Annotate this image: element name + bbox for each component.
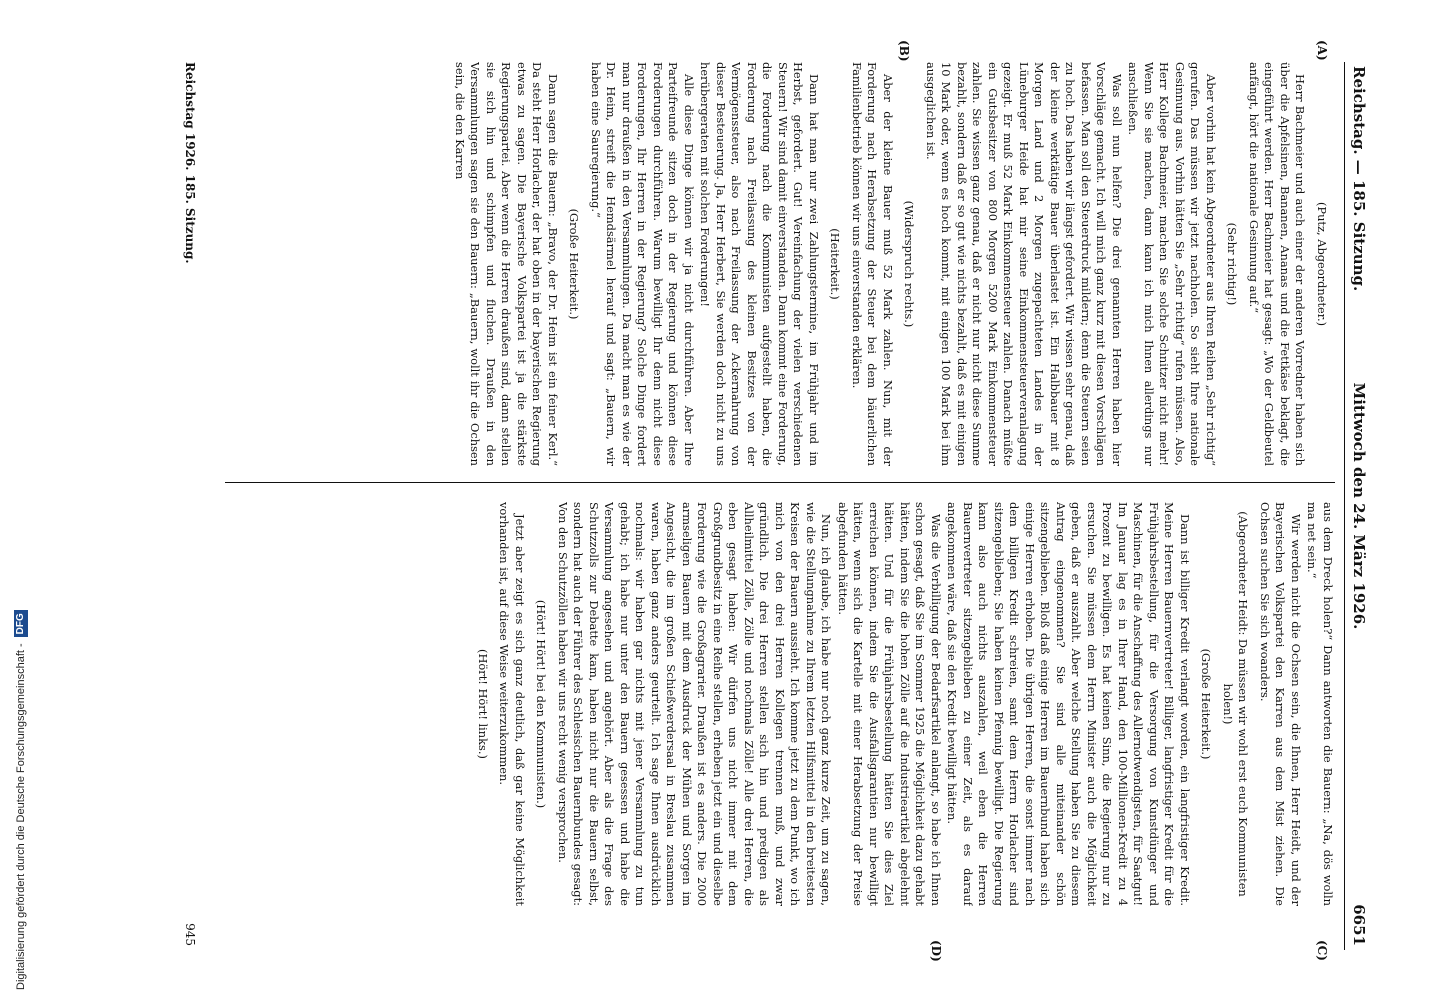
interjection: (Heiterkeit.) (828, 228, 843, 300)
interjection: (Große Heiterkeit.) (1199, 648, 1214, 760)
margin-marker-d: (D) (929, 940, 943, 962)
paragraph: Herr Bachmeier und auch einer der anderen Vorredner haben sich über die Apfelsinen, Bananen, Ananas und die Fettkäse beklagt, die eingeführt werden. Herr Bachmeier hat gesagt: „Wo der Geldbeutel anfängt, hört die nationale Gesinnung auf.“ (1247, 62, 1308, 466)
paragraph: Was soll nun helfen? Die drei genannten Herren haben hier Vorschläge gemacht. Ich will mich ganz kurz mit diesen Vorschlägen befassen. Man soll den Steuerdruck mildern; denn die Steuern seien zu hoch. Das haben wir längst gefordert. Wir wissen sehr genau, daß der kleine werktätige Bauer überlastet ist. Ein Halbbauer mit 8 Morgen Land und 2 Morgen zugepachteten Landes in der Lüneburger Heide hat mir seine Einkommensteuerveranlagung gezeigt. Er muß 52 Mark Einkommensteuer zahlen. Danach müßte ein Gutsbesitzer von 800 Morgen 5200 Mark Einkommensteuer zahlen. Sie wissen ganz genau, daß er nicht nur nicht diese Summe bezahlt, sondern daß er so gut wie nichts bezahlt, daß es mit einigen 10 Mark oder, wenn es hoch kommt, mit einigen 100 Mark bei ihm ausgeglichen ist. (924, 62, 1124, 466)
paragraph: Was die Verbilligung der Bedarfsartikel anlangt, so habe ich Ihnen schon gesagt, daß Sie im Sommer 1925 die Möglichkeit dazu gehabt hätten, indem Sie die hohen Zölle auf die Industrieartikel abgelehnt hätten. Und für die Frühjahrsbestellung hätten Sie dies Ziel erreichen können, indem Sie die Ausfallsgarantien nur bewilligt hätten, wenn sich die Kartelle mit einer Herabsetzung der Preise abgefunden hätten. (836, 502, 943, 906)
paragraph: Dann ist billiger Kredit verlangt worden, ein langfristiger Kredit. Meine Herren Bauernvertreter! Billiger, langfristiger Kredit für die Frühjahrsbestellung, für die Versorgung von Kunstdünger und Maschinen, für die Anschaffung des Allernotwendigsten, für Saatgut! Im Januar lag es in Ihrer Hand, den 100-Millionen-Kredit zu 4 Prozent zu bewilligen. Es hat keinen Sinn, die Regierung nur zu ersuchen. Sie müssen dem Herrn Minister auch die Möglichkeit geben, daß er auszahlt. Aber welche Stellung haben Sie zu diesem Antrag eingenommen? Sie sind alle miteinander schön sitzengeblieben. Bloß daß einige Herren im Bauernbund haben sich einige Herren erhoben. Die übrigen Herren, die sonst immer nach dem billigen Kredit schreien, samt dem Herrn Horlacher sind sitzengeblieben; Sie haben keinen Pfennig bewilligt. Die Regierung kann also auch nichts auszahlen, weil eben die Herren Bauernvertreter sitzengeblieben zu einer Zeit, als es darauf angekommen wäre, daß sie den Kredit bewilligt hätten. (945, 502, 1192, 906)
dfg-logo: DFG (14, 610, 28, 637)
speaker-label: (Putz, Abgeordneter.) (1315, 201, 1329, 327)
header-center: Mittwoch den 24. März 1926. (1350, 382, 1368, 630)
interjection: (Hört! Hört! links.) (476, 649, 490, 759)
right-column (205, 502, 1335, 906)
paragraph: Wir werden nicht die Ochsen sein, die Ihnen, Herr Heidt, und der Bayerischen Volkspartei den Karren aus dem Mist ziehen. Die Ochsen suchen Sie sich woanders. (1258, 502, 1303, 906)
paragraph: Dann hat man nur zwei Zahlungstermine, im Frühjahr und im Herbst, gefordert. Gut! Vereinfachung der vielen verschiedenen Steuern! Wir sind damit einverstanden. Dann kommt eine Forderung, die Forderung nach die Kommunisten aufgestellt haben, die Forderung nach Freilassung des kleinen Besitzes von der Vermögenssteuer, also nach Freilassung der Ackernahrung von dieser Besteuerung. Ja, Herr Herbert, Sie werden doch nicht zu uns herübergeraten mit solchen Forderungen! (698, 62, 821, 466)
column-divider (225, 482, 1335, 483)
interjection: (Große Heiterkeit.) (567, 208, 582, 320)
interjection: (Abgeordneter Heidt: Da müssen wir wohl erst euch Kommunisten holen!) (1221, 511, 1251, 897)
header-left: Reichstag. — 185. Sitzung. (1350, 66, 1368, 292)
rotated-newspaper-page (113, 40, 1373, 962)
footer-left: Reichstag 1926. 185. Sitzung. (183, 62, 197, 264)
paragraph: Alle diese Dinge können wir ja nicht durchführen. Aber Ihre Parteifreunde sitzen doch in der Regierung und können diese Forderungen durchführen. Warum bewilligt Ihr denn nicht diese Forderungen, Ihr Herren in der Regierung? Solche Dinge fordert man nur draußen in den Versammlungen. Da macht man es wie der Dr. Heim, streift die Hemdsärmel herauf und sagt: „Bauern, wir haben eine Sauregierung.“ (589, 62, 696, 466)
paragraph: Aber der kleine Bauer muß 52 Mark zahlen. Nun, mit der Forderung nach Herabsetzung der Steuer bei dem bäuerlichen Familienbetrieb können wir uns einverstanden erklären. (850, 62, 895, 466)
page-number: 6651 (1350, 904, 1368, 946)
paragraph: Aber vorhin hat kein Abgeordneter aus Ihren Reihen „Sehr richtig“ gerufen. Das müssen wir jetzt nachholen. So sieht Ihre nationale Gesinnung aus. Vorhin hätten Sie „Sehr richtig“ rufen müssen. Also, Herr Kollege Bachmeier, machen Sie solche Schnitzer nicht mehr! Wenn Sie sie machen, dann kann ich mich Ihnen allerdings nur anschließen. (1126, 62, 1218, 466)
paragraph: Jetzt aber zeigt es sich ganz deutlich, daß gar keine Möglichkeit vorhanden ist, auf diese Weise weiterzukommen. (497, 502, 527, 906)
page-header (1344, 62, 1373, 950)
margin-marker-c: (C) (1315, 940, 1329, 961)
digitization-caption (14, 610, 28, 990)
paragraph: Dann sagen die Bauern: „Bravo, der Dr. Heim ist ein feiner Kerl.“ Da steht Herr Horlacher, der hat oben in der bayerischen Regierung etwas zu sagen. Die Bayerische Volkspartei ist ja die stärkste Regierungspartei. Aber wenn die Herren draußen sind, dann stellen sie sich hin und schimpfen und fluchen. Draußen in den Versammlungen sagen sie den Bauern: „Bauern, wollt ihr die Ochsen sein, die den Karren (453, 62, 560, 466)
interjection: (Hört! Hört! bei den Kommunisten.) (534, 599, 549, 809)
left-column (205, 62, 1335, 466)
interjection: (Sehr richtig!) (1225, 222, 1240, 306)
margin-marker-a: (A) (1315, 40, 1329, 61)
digitization-caption-text: Digitalisierung gefördert durch die Deutsche Forschungsgemeinschaft - (15, 643, 27, 990)
paragraph: aus dem Dreck holen?“ Dann antworten die Bauern: „Na, dös wolln ma net sein.“ (1305, 502, 1335, 906)
footer-page-number: 945 (183, 923, 197, 946)
interjection: (Widerspruch rechts.) (902, 200, 917, 328)
margin-marker-b: (B) (897, 40, 911, 62)
paragraph: Nun, ich glaube, ich habe nur noch ganz kurze Zeit, um zu sagen, wie die Stellungnahme zu Ihrem letzten Hilfsmittel in den breitesten Kreisen der Bauern aussieht. Ich komme jetzt zu dem Punkt, wo ich mich von den drei Herren Kollegen trennen muß, und zwar gründlich. Die drei Herren stellen sich hin und predigen als Allheilmittel Zölle, Zölle und nochmals Zölle! Alle drei Herren, die eben gesagt haben: Wir dürfen uns nicht immer mit dem Großgrundbesitz in eine Reihe stellen, erheben jetzt ein und dieselbe Forderung wie die Großagrarier. Draußen ist es anders. Die 2000 armseligen Bauern mit dem Ausdruck der Mühen und Sorgen im Angesicht, die im großen Schießwerdersaal in Breslau zusammen waren, haben ganz anders geurteilt. Ich sage Ihnen ausdrücklich nochmals: wir haben gar nichts mit jener Versammlung zu tun gehabt; ich habe nur unter den Bauern gesessen und habe die Versammlung angesehen und angehört. Aber als die Frage des Schutzzolls zur Debatte kam, haben nicht nur die Bauern selbst, sondern hat auch der Führer des Schlesischen Bauernbundes gesagt: Von den Schutzzöllen haben wir uns recht wenig versprochen. (556, 502, 834, 906)
